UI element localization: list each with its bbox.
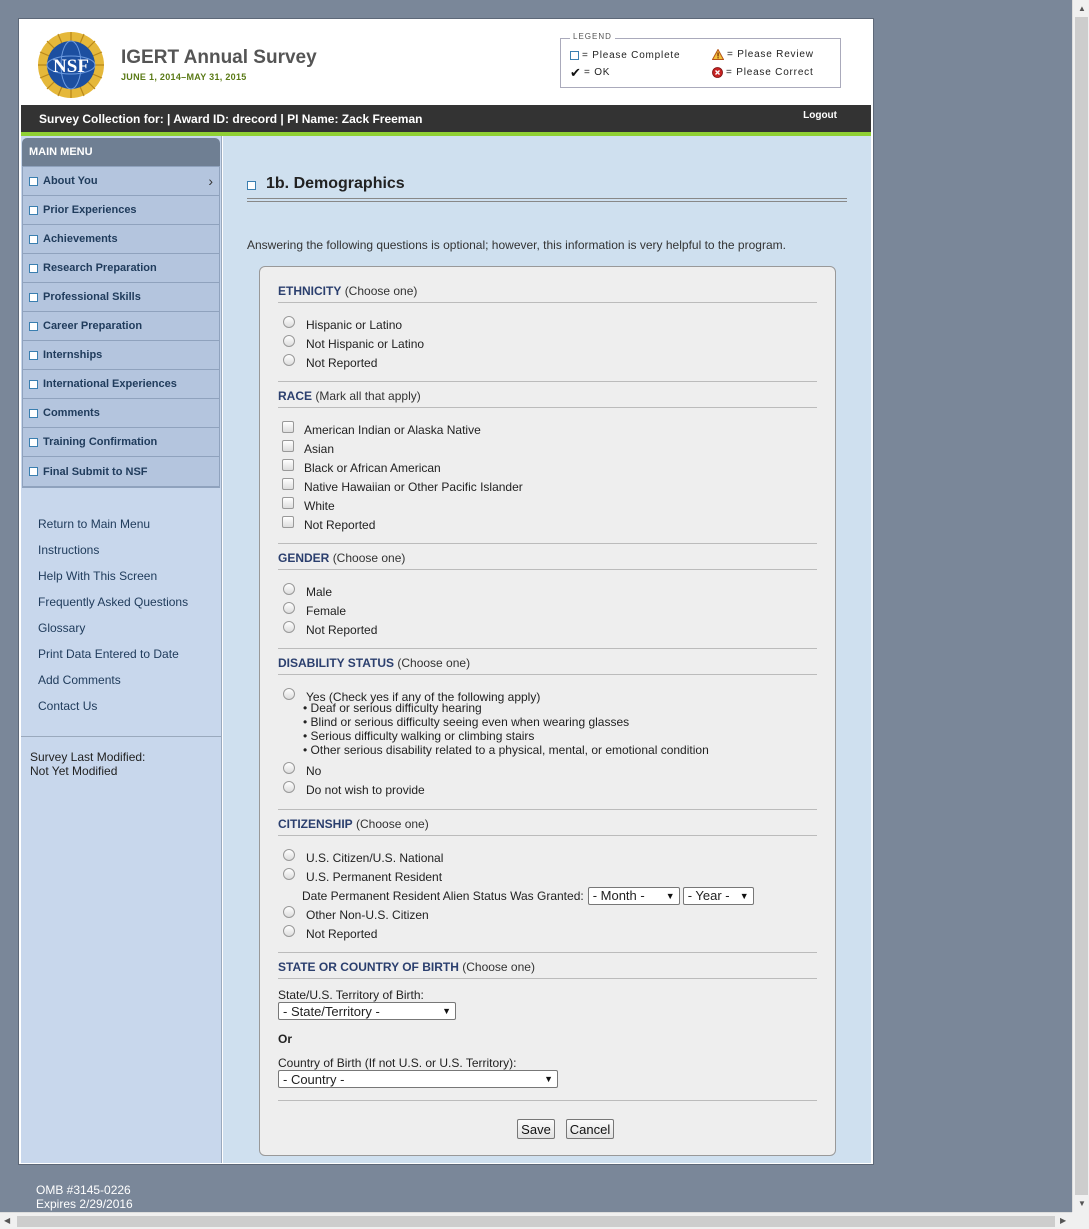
radio-button[interactable]	[283, 849, 295, 861]
menu-item-achievements[interactable]: Achievements	[23, 225, 219, 254]
radio-button[interactable]	[283, 781, 295, 793]
state-select[interactable]: - State/Territory - ▼	[278, 1002, 456, 1020]
race-option[interactable]: American Indian or Alaska Native	[278, 420, 817, 439]
link-help-screen[interactable]: Help With This Screen	[38, 569, 158, 583]
omb-expiry: Expires 2/29/2016	[36, 1197, 133, 1211]
section-divider	[278, 1100, 817, 1101]
warning-icon	[712, 49, 724, 60]
intro-text: Answering the following questions is optional; however, this information is very helpful to the program.	[247, 238, 786, 252]
vertical-scrollbar[interactable]	[1072, 0, 1089, 1212]
survey-dates: JUNE 1, 2014–MAY 31, 2015	[121, 72, 247, 82]
legend	[560, 32, 841, 88]
menu-item-about-you[interactable]: About You ›	[23, 167, 219, 196]
legend-correct: = Please Correct	[712, 67, 814, 78]
menu-item-international-experiences[interactable]: International Experiences	[23, 370, 219, 399]
radio-button[interactable]	[283, 688, 295, 700]
main-content	[223, 136, 871, 1163]
gender-question: GENDER (Choose one) Male Female Not Reported	[278, 551, 817, 639]
month-select[interactable]: - Month - ▼	[588, 887, 680, 905]
error-icon	[712, 67, 723, 78]
radio-button[interactable]	[283, 906, 295, 918]
legend-title: LEGEND	[570, 32, 615, 41]
country-label: Country of Birth (If not U.S. or U.S. Territory):	[278, 1056, 517, 1070]
race-option[interactable]: Not Reported	[278, 515, 817, 534]
section-divider	[278, 648, 817, 649]
title-rule	[247, 198, 847, 202]
checkbox[interactable]	[282, 421, 294, 433]
race-option[interactable]: Black or African American	[278, 458, 817, 477]
race-option[interactable]: White	[278, 496, 817, 515]
survey-modified-status: Survey Last Modified: Not Yet Modified	[30, 750, 146, 778]
ethnicity-option[interactable]: Hispanic or Latino	[278, 315, 817, 334]
disability-criteria: • Serious difficulty walking or climbing stairs	[303, 729, 535, 743]
section-divider	[278, 543, 817, 544]
or-separator: Or	[278, 1032, 293, 1046]
logout-link[interactable]: Logout	[803, 110, 837, 121]
sidebar-divider	[21, 736, 221, 737]
checkbox[interactable]	[282, 440, 294, 452]
horizontal-scroll-thumb[interactable]	[17, 1216, 1055, 1227]
ethnicity-question: ETHNICITY (Choose one) Hispanic or Latino Not Hispanic or Latino Not Reported	[278, 284, 817, 372]
disability-criteria: • Other serious disability related to a physical, mental, or emotional condition	[303, 743, 709, 757]
radio-button[interactable]	[283, 868, 295, 880]
section-divider	[278, 809, 817, 810]
status-box-icon	[247, 181, 256, 190]
link-glossary[interactable]: Glossary	[38, 621, 86, 635]
scrollbar-corner	[1072, 1212, 1089, 1229]
omb-number: OMB #3145-0226	[36, 1183, 131, 1197]
app-title: IGERT Annual Survey	[121, 47, 317, 68]
section-header	[247, 175, 405, 193]
radio-button[interactable]	[283, 925, 295, 937]
state-label: State/U.S. Territory of Birth:	[278, 988, 424, 1002]
link-instructions[interactable]: Instructions	[38, 543, 100, 557]
dropdown-arrow-icon: ▼	[544, 1074, 553, 1084]
gender-option[interactable]: Female	[278, 601, 817, 620]
logo-text: NSF	[53, 56, 89, 77]
horizontal-scrollbar[interactable]	[0, 1212, 1072, 1229]
sidebar-links	[38, 517, 188, 725]
save-button[interactable]: Save	[517, 1119, 555, 1139]
disability-criteria: • Deaf or serious difficulty hearing	[303, 701, 482, 715]
menu-item-comments[interactable]: Comments	[23, 399, 219, 428]
disability-question: DISABILITY STATUS (Choose one) Yes (Check yes if any of the following apply) • Deaf or serious difficulty hearing • Blind or serious difficulty seeing even when wearing glasses • Serious difficulty walking or climbing stairs • Other serious disability related to a physical, mental, or emotional condition No Do not wish to provide	[278, 656, 817, 799]
radio-button[interactable]	[283, 621, 295, 633]
scroll-down-icon[interactable]: ▼	[1078, 1199, 1086, 1208]
disability-option-decline[interactable]: Do not wish to provide	[278, 780, 817, 799]
link-faq[interactable]: Frequently Asked Questions	[38, 595, 189, 609]
radio-button[interactable]	[283, 602, 295, 614]
ethnicity-option[interactable]: Not Reported	[278, 353, 817, 372]
menu-item-professional-skills[interactable]: Professional Skills	[23, 283, 219, 312]
user-bar	[21, 105, 871, 132]
status-box-icon	[29, 206, 38, 215]
legend-review: = Please Review	[712, 49, 814, 60]
disability-criteria: • Blind or serious difficulty seeing even when wearing glasses	[303, 715, 630, 729]
menu-item-research-preparation[interactable]: Research Preparation	[23, 254, 219, 283]
resident-date-row	[278, 886, 817, 905]
citizenship-option[interactable]: Not Reported	[278, 924, 817, 943]
menu-item-prior-experiences[interactable]: Prior Experiences	[23, 196, 219, 225]
survey-page	[18, 18, 874, 1165]
menu-item-career-preparation[interactable]: Career Preparation	[23, 312, 219, 341]
race-option[interactable]: Native Hawaiian or Other Pacific Islander	[278, 477, 817, 496]
vertical-scroll-thumb[interactable]	[1075, 17, 1088, 1195]
checkbox[interactable]	[282, 497, 294, 509]
race-question: RACE (Mark all that apply) American Indian or Alaska Native Asian Black or African American Native Hawaiian or Other Pacific Islander White Not Reported	[278, 389, 817, 534]
status-box-icon	[29, 438, 38, 447]
menu-item-internships[interactable]: Internships	[23, 341, 219, 370]
scroll-left-icon[interactable]: ◀	[4, 1216, 11, 1225]
status-box-icon	[29, 264, 38, 273]
legend-complete: = Please Complete	[570, 50, 680, 61]
citizenship-option[interactable]: U.S. Permanent Resident	[278, 867, 817, 886]
link-add-comments[interactable]: Add Comments	[38, 673, 121, 687]
cancel-button[interactable]: Cancel	[566, 1119, 614, 1139]
citizenship-option[interactable]: U.S. Citizen/U.S. National	[278, 848, 817, 867]
page-title: 1b. Demographics	[266, 175, 405, 192]
dropdown-arrow-icon: ▼	[739, 890, 749, 901]
citizenship-question: CITIZENSHIP (Choose one) U.S. Citizen/U.S. National U.S. Permanent Resident Date Permanent Resident Alien Status Was Granted: - Month - ▼ - Year - ▼ Other Non-U.S. Citizen Not Reported	[278, 817, 817, 943]
link-contact-us[interactable]: Contact Us	[38, 699, 98, 713]
menu-item-training-confirmation[interactable]: Training Confirmation	[23, 428, 219, 457]
country-select[interactable]: - Country - ▼	[278, 1070, 558, 1088]
legend-ok: ✔ = OK	[570, 64, 611, 80]
ethnicity-option[interactable]: Not Hispanic or Latino	[278, 334, 817, 353]
empty-box-icon	[570, 51, 579, 60]
disability-option-no[interactable]: No	[278, 761, 817, 780]
dropdown-arrow-icon: ▼	[665, 890, 675, 901]
main-menu-title: MAIN MENU	[22, 138, 220, 166]
checkmark-icon: ✔	[570, 64, 582, 80]
link-print-data[interactable]: Print Data Entered to Date	[38, 647, 179, 661]
main-menu	[22, 166, 220, 488]
gender-option[interactable]: Male	[278, 582, 817, 601]
survey-collection-info: Survey Collection for: | Award ID: drecord | PI Name: Zack Freeman	[39, 112, 423, 126]
sidebar	[21, 136, 222, 1163]
scroll-up-icon[interactable]: ▲	[1078, 4, 1086, 13]
gender-option[interactable]: Not Reported	[278, 620, 817, 639]
radio-button[interactable]	[283, 316, 295, 328]
radio-button[interactable]	[283, 762, 295, 774]
disability-option-yes[interactable]: Yes (Check yes if any of the following apply)	[278, 687, 817, 706]
checkbox[interactable]	[282, 478, 294, 490]
demographics-form	[259, 266, 836, 1156]
citizenship-option[interactable]: Other Non-U.S. Citizen	[278, 905, 817, 924]
section-divider	[278, 952, 817, 953]
birth-question: STATE OR COUNTRY OF BIRTH (Choose one) State/U.S. Territory of Birth: - State/Territory - ▼ Or Country of Birth (If not U.S. or U.S. Territory): - Country - ▼	[278, 960, 817, 1088]
status-box-icon	[29, 409, 38, 418]
checkbox[interactable]	[282, 459, 294, 471]
link-return-main-menu[interactable]: Return to Main Menu	[38, 517, 151, 531]
dropdown-arrow-icon: ▼	[442, 1006, 451, 1016]
status-box-icon	[29, 322, 38, 331]
omb-info	[36, 1183, 133, 1211]
radio-button[interactable]	[283, 335, 295, 347]
resident-date-label: Date Permanent Resident Alien Status Was Granted:	[302, 888, 584, 903]
radio-button[interactable]	[283, 354, 295, 366]
status-box-icon	[29, 380, 38, 389]
checkbox[interactable]	[282, 516, 294, 528]
status-box-icon	[29, 351, 38, 360]
year-select[interactable]: - Year - ▼	[683, 887, 754, 905]
status-box-icon	[29, 177, 38, 186]
race-option[interactable]: Asian	[278, 439, 817, 458]
status-box-icon	[29, 467, 38, 476]
status-box-icon	[29, 293, 38, 302]
header	[19, 19, 873, 105]
scroll-right-icon[interactable]: ▶	[1060, 1216, 1067, 1225]
menu-item-final-submit[interactable]: Final Submit to NSF	[23, 457, 219, 486]
nsf-logo	[37, 31, 105, 99]
section-divider	[278, 381, 817, 382]
status-box-icon	[29, 235, 38, 244]
chevron-right-icon: ›	[208, 173, 213, 189]
radio-button[interactable]	[283, 583, 295, 595]
